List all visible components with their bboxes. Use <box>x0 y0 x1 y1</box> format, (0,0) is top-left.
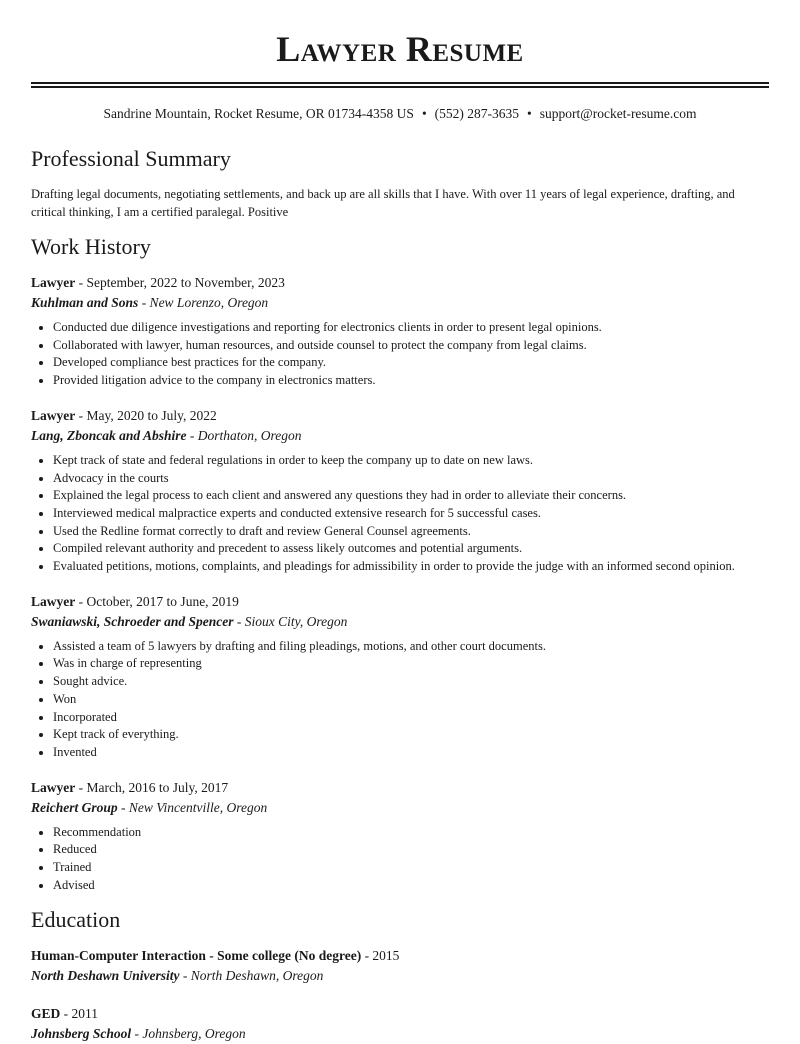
school-line <box>31 1024 769 1044</box>
job-title: Lawyer <box>31 275 76 290</box>
work-history-heading: Work History <box>31 234 151 259</box>
job-bullet-list <box>31 319 769 390</box>
degree-line <box>31 1004 769 1024</box>
job-bullet: • Sought advice. <box>53 673 769 691</box>
job-bullet-list <box>31 824 769 895</box>
degree-name: Human-Computer Interaction - Some college (No degree) <box>31 948 362 964</box>
education-entry <box>31 946 769 986</box>
job-bullet: • Advocacy in the courts <box>53 470 769 488</box>
school-line <box>31 966 769 986</box>
job-title-line <box>31 778 769 798</box>
degree-year: - 2015 <box>361 948 400 964</box>
summary-text: Drafting legal documents, negotiating settlements, and back up are all skills that I have. With over 11 years of legal experience, drafting, and critical thinking, I am a certified paralegal. Positive <box>31 187 735 219</box>
company-line <box>31 426 769 446</box>
job-bullet: • Kept track of state and federal regulations in order to keep the company up to date on new laws. <box>53 452 769 470</box>
job-title-line <box>31 273 769 293</box>
company-name: Reichert Group <box>31 799 118 815</box>
job-entry <box>31 778 769 895</box>
job-bullet: • Kept track of everything. <box>53 726 769 744</box>
job-bullet: • Invented <box>53 744 769 762</box>
job-title: Lawyer <box>31 779 76 795</box>
school-location: - Johnsberg, Oregon <box>131 1026 246 1042</box>
job-bullet: • Compiled relevant authority and precedent to assess likely outcomes and potential arguments. <box>53 540 769 558</box>
job-title: Lawyer <box>31 407 76 423</box>
job-bullet: • Used the Redline format correctly to draft and review General Counsel agreements. <box>53 523 769 541</box>
education-list <box>31 946 769 1044</box>
company-name: Swaniawski, Schroeder and Spencer <box>31 613 234 629</box>
job-bullet: • Incorporated <box>53 709 769 727</box>
company-location: - New Vincentville, Oregon <box>117 799 268 815</box>
contact-email: support@rocket-resume.com <box>539 106 697 121</box>
job-bullet: • Collaborated with lawyer, human resources, and outside counsel to protect the company from legal claims. <box>53 337 769 355</box>
job-dates: - May, 2020 to July, 2022 <box>75 407 217 423</box>
company-name: Kuhlman and Sons <box>31 295 139 310</box>
education-heading: Education <box>31 907 121 933</box>
job-dates: - March, 2016 to July, 2017 <box>75 779 229 795</box>
contact-phone: (552) 287-3635 <box>434 106 520 121</box>
job-dates: - October, 2017 to June, 2019 <box>75 593 239 609</box>
job-bullet: • Evaluated petitions, motions, complaints, and pleadings for admissibility in order to provide the judge with an informed second opinion. <box>53 558 769 576</box>
job-bullet: • Conducted due diligence investigations and reporting for electronics clients in order to present legal opinions. <box>53 319 769 337</box>
degree-year: - 2011 <box>60 1006 99 1022</box>
job-entry <box>31 273 769 390</box>
job-bullet: • Interviewed medical malpractice experts and conducted extensive research for 5 successful cases. <box>53 505 769 523</box>
contact-address: Sandrine Mountain, Rocket Resume, OR 01734-4358 US <box>103 106 414 121</box>
job-bullet: • Won <box>53 691 769 709</box>
job-title-line <box>31 406 769 426</box>
job-bullet-list <box>31 638 769 762</box>
contact-separator: • <box>421 106 427 121</box>
title-divider <box>31 82 769 88</box>
resume-title: Lawyer Resume <box>276 29 524 69</box>
job-bullet: • Advised <box>53 877 769 895</box>
degree-line <box>31 946 769 966</box>
job-bullet: • Developed compliance best practices for the company. <box>53 354 769 372</box>
company-name: Lang, Zboncak and Abshire <box>31 427 187 443</box>
job-entry <box>31 406 769 576</box>
job-entry <box>31 592 769 762</box>
job-title-line <box>31 592 769 612</box>
job-bullet: • Assisted a team of 5 lawyers by drafting and filing pleadings, motions, and other court documents. <box>53 638 769 656</box>
job-dates: - September, 2022 to November, 2023 <box>75 275 285 290</box>
job-bullet-list <box>31 452 769 576</box>
education-entry <box>31 1004 769 1044</box>
degree-name: GED <box>31 1006 61 1022</box>
school-location: - North Deshawn, Oregon <box>179 968 324 984</box>
school-name: North Deshawn University <box>31 968 180 984</box>
job-bullet: • Trained <box>53 859 769 877</box>
company-line <box>31 798 769 818</box>
school-name: Johnsberg School <box>31 1026 132 1042</box>
job-bullet: • Provided litigation advice to the company in electronics matters. <box>53 372 769 390</box>
company-location: - Sioux City, Oregon <box>233 613 348 629</box>
job-bullet: • Was in charge of representing <box>53 655 769 673</box>
company-location: - Dorthaton, Oregon <box>186 427 302 443</box>
summary-heading: Professional Summary <box>31 146 231 171</box>
company-line <box>31 612 769 632</box>
contact-separator: • <box>527 106 532 121</box>
company-line <box>31 293 769 313</box>
job-bullet: • Reduced <box>53 841 769 859</box>
job-title: Lawyer <box>31 593 76 609</box>
job-bullet: • Explained the legal process to each client and answered any questions they had in order to alleviate their concerns. <box>53 487 769 505</box>
work-history-list <box>31 273 769 894</box>
company-location: - New Lorenzo, Oregon <box>138 295 269 310</box>
contact-line <box>31 105 769 123</box>
job-bullet: • Recommendation <box>53 824 769 842</box>
